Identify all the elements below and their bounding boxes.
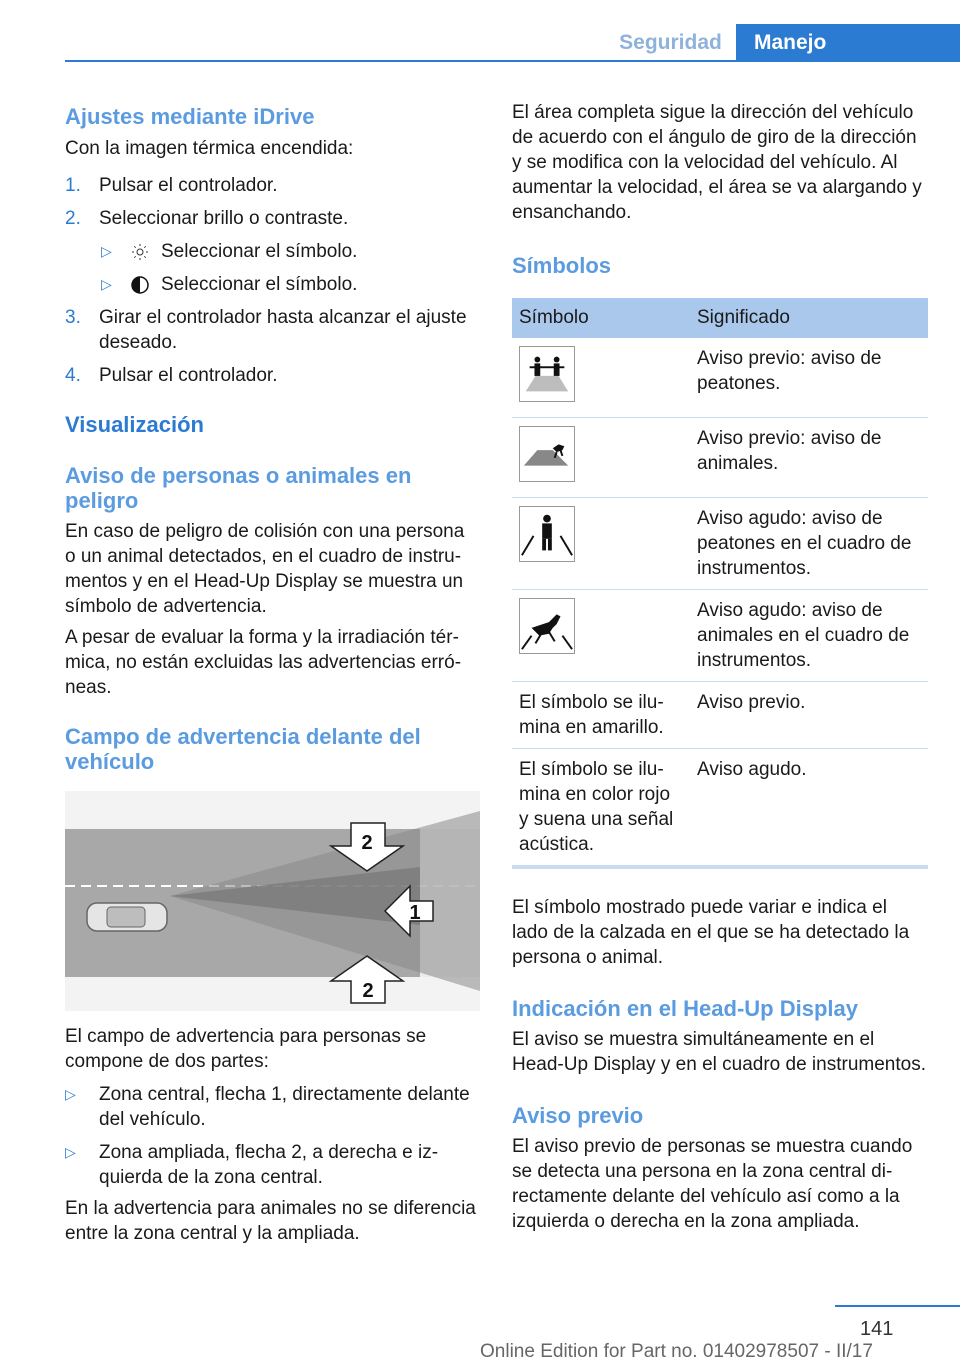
step-number: 4. — [65, 365, 81, 386]
arrow-label-2-bottom: 2 — [362, 980, 374, 1002]
animal-prewarning-icon — [519, 426, 575, 482]
col-header-simbolo: Símbolo — [512, 298, 690, 338]
heading-campo: Campo de advertencia delante del vehículo — [65, 724, 421, 774]
meaning-cell: Aviso previo. — [690, 682, 928, 749]
arrow-label-1: 1 — [409, 902, 421, 924]
step-text: Seleccionar brillo o contraste. — [99, 208, 349, 229]
step-number: 3. — [65, 307, 81, 328]
table-row — [512, 749, 928, 868]
campo-bullet-2 — [65, 1140, 480, 1190]
contrast-icon — [131, 276, 149, 294]
heading-aviso-peligro: Aviso de personas o animales en peligro — [65, 463, 412, 513]
arrow-label-2-top: 2 — [361, 832, 373, 854]
substep-text: Seleccionar el símbolo. — [161, 241, 358, 262]
previo-paragraph: El aviso previo de personas se muestra cuando se detecta una persona en la zona central directamente delante del vehículo así como a la izquierda o derecha en la zona ampliada. — [512, 1136, 913, 1232]
bullet-text: Zona ampliada, flecha 2, a derecha e izquierda de la zona central. — [99, 1142, 439, 1188]
campo-intro: El campo de advertencia para personas se compone de dos partes: — [65, 1026, 427, 1072]
step-text: Pulsar el controlador. — [99, 175, 278, 196]
car-icon — [87, 903, 167, 931]
campo-bullets — [65, 1082, 480, 1190]
meaning-cell: Aviso agudo. — [690, 749, 928, 868]
heading-hud: Indicación en el Head-Up Display — [512, 996, 858, 1021]
step-text: Girar el controlador hasta alcanzar el ajuste deseado. — [99, 307, 467, 353]
step-number: 1. — [65, 175, 81, 196]
col-header-significado: Significado — [690, 298, 928, 338]
brightness-icon — [131, 243, 149, 261]
idrive-intro: Con la imagen térmica encendida: — [65, 138, 354, 159]
bullet-triangle-icon: ▷ — [101, 276, 112, 292]
step-text: Pulsar el controlador. — [99, 365, 278, 386]
footer-rule — [835, 1305, 960, 1307]
heading-simbolos: Símbolos — [512, 253, 612, 278]
aviso-paragraph-1: En caso de peligro de colisión con una persona o un animal detectados, en el cuadro de instrumentos y en el Head-Up Display se muestra un símbolo de advertencia. — [65, 521, 465, 617]
tab-seguridad[interactable]: Seguridad — [619, 31, 722, 54]
substep-brightness — [65, 239, 480, 264]
bullet-triangle-icon: ▷ — [101, 243, 112, 259]
table-row — [512, 418, 928, 498]
heading-aviso-previo: Aviso previo — [512, 1103, 644, 1128]
symbol-note: El símbolo mostrado puede variar e indica el lado de la calzada en el que se ha detectado la persona o animal. — [512, 897, 910, 968]
meaning-cell: Aviso agudo: aviso de peatones en el cuadro de instrumentos. — [690, 498, 928, 590]
table-row — [512, 338, 928, 418]
step-2 — [65, 206, 480, 231]
substep-contrast — [65, 272, 480, 297]
campo-bullet-1 — [65, 1082, 480, 1132]
step-3 — [65, 305, 480, 355]
symbol-cell — [512, 590, 690, 682]
page-number: 141 — [860, 1318, 894, 1340]
symbol-cell — [512, 338, 690, 418]
table-header — [512, 298, 928, 338]
table-row — [512, 498, 928, 590]
symbols-table — [512, 298, 928, 869]
step-1 — [65, 173, 480, 198]
campo-outro: En la advertencia para animales no se diferencia entre la zona central y la ampliada. — [65, 1198, 476, 1244]
page-header — [0, 0, 960, 62]
pedestrian-acute-warning-icon — [519, 506, 575, 562]
symbol-cell — [512, 498, 690, 590]
tab-manejo[interactable]: Manejo — [736, 24, 960, 61]
table-row — [512, 590, 928, 682]
idrive-steps — [65, 173, 480, 231]
hud-paragraph: El aviso se muestra simultáneamente en el Head-Up Display y en el cuadro de instrumentos. — [512, 1029, 926, 1075]
step-4 — [65, 363, 480, 388]
step-number: 2. — [65, 208, 81, 229]
page-footer — [0, 1300, 960, 1362]
pedestrian-prewarning-icon — [519, 346, 575, 402]
idrive-substeps — [65, 239, 480, 297]
table-row — [512, 682, 928, 749]
meaning-cell: Aviso previo: aviso de animales. — [690, 418, 928, 498]
symbol-text-cell: El símbolo se ilumina en amarillo. — [512, 682, 690, 749]
heading-visualizacion: Visualización — [65, 412, 204, 437]
heading-idrive: Ajustes mediante iDrive — [65, 104, 315, 129]
edition-note: Online Edition for Part no. 01402978507 - II/17 — [480, 1341, 873, 1362]
meaning-cell: Aviso agudo: aviso de animales en el cuadro de instrumentos. — [690, 590, 928, 682]
warning-field-diagram — [65, 791, 480, 1011]
aviso-paragraph-2: A pesar de evaluar la forma y la irradiación térmica, no están excluidas las advertencias erróneas. — [65, 627, 462, 698]
animal-acute-warning-icon — [519, 598, 575, 654]
area-paragraph: El área completa sigue la dirección del vehículo de acuerdo con el ángulo de giro de la dirección y se modifica con la velocidad del vehículo. Al aumentar la velocidad, el área se va alargando y ensanchando. — [512, 102, 922, 223]
bullet-triangle-icon: ▷ — [65, 1086, 76, 1102]
symbol-cell — [512, 418, 690, 498]
idrive-steps-cont — [65, 305, 480, 388]
symbol-text-cell: El símbolo se ilumina en color rojo y suena una señal acústica. — [512, 749, 690, 868]
left-column — [65, 100, 480, 1246]
right-column — [512, 100, 928, 1234]
header-rule — [65, 60, 960, 62]
substep-text: Seleccionar el símbolo. — [161, 274, 358, 295]
bullet-triangle-icon: ▷ — [65, 1144, 76, 1160]
meaning-cell: Aviso previo: aviso de peatones. — [690, 338, 928, 418]
bullet-text: Zona central, flecha 1, directamente delante del vehículo. — [99, 1084, 470, 1130]
